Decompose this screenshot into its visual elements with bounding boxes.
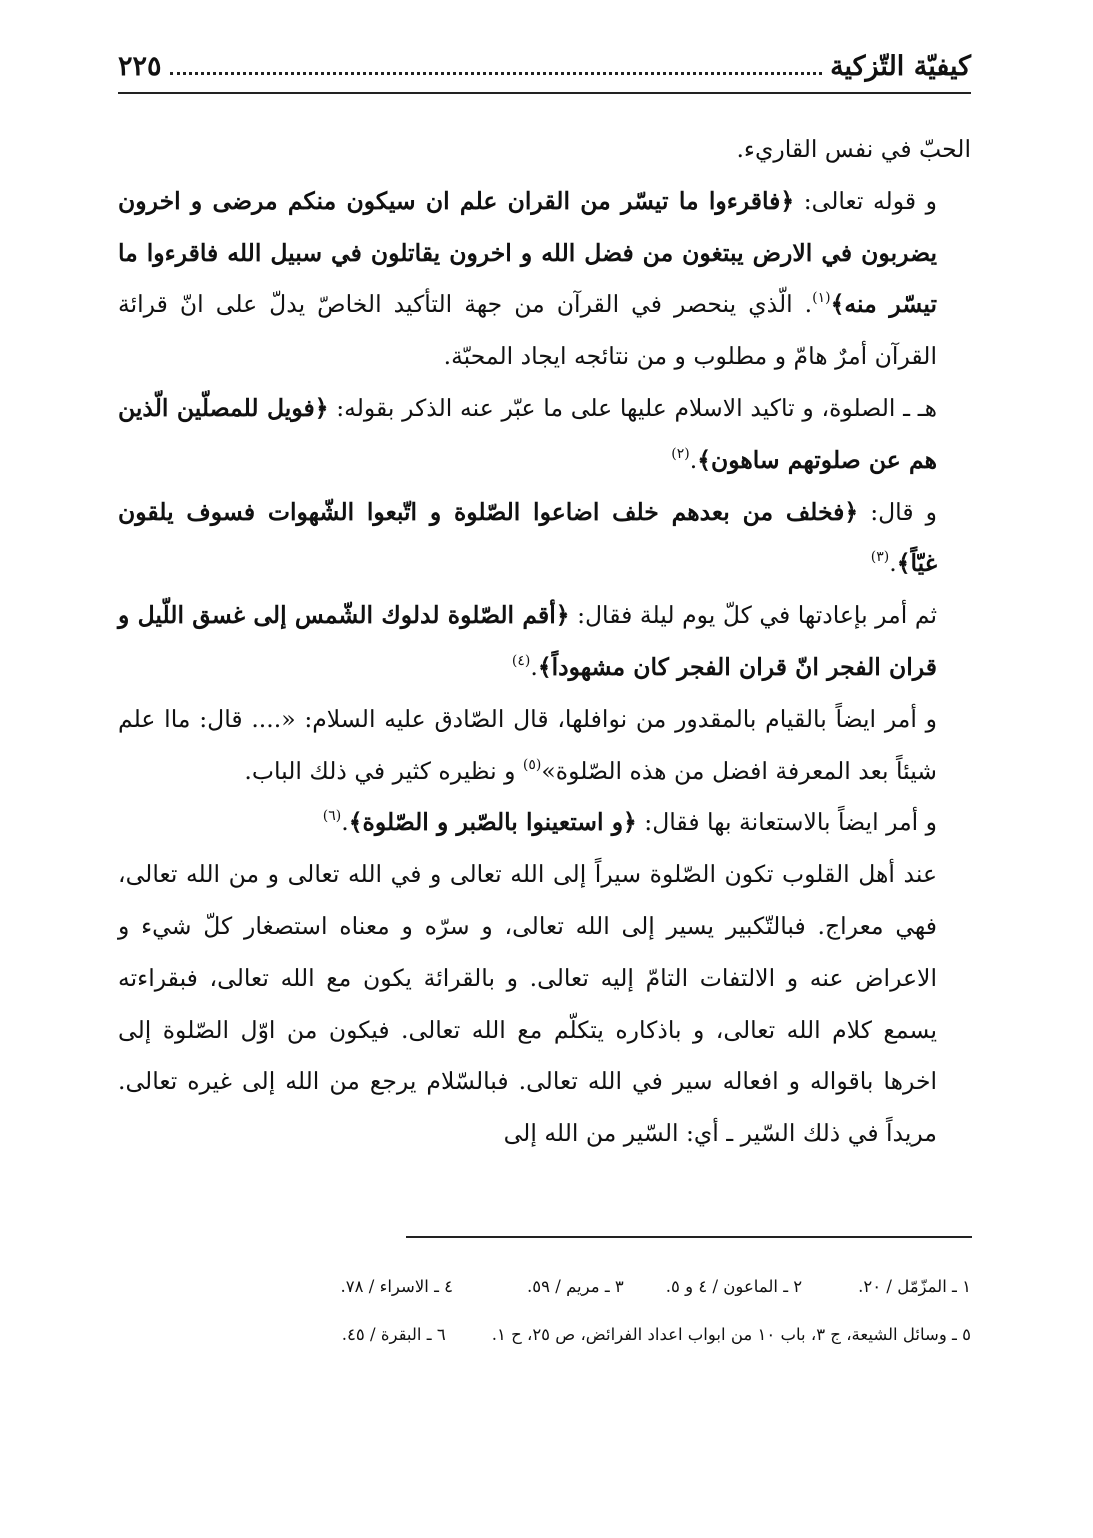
footnotes [118, 1262, 971, 1358]
paragraph-8: عند أهل القلوب تكون الصّلوة سيراً إلى الله تعالى و في الله تعالى و من الله تعالى، فهي معراج. فبالتّكبير يسير إلى الله تعالى، و سرّه و معناه استصغار كلّ شيء و الاعراض عنه و الالتفات التامّ إليه تعالى. و بالقرائة يكون مع الله تعالى، فبقراءته يسمع كلام الله تعالى، و باذكاره يتكلّم مع الله تعالى. فيكون من اوّل الصّلوة إلى اخرها باقواله و افعاله سير في الله تعالى. فبالسّلام يرجع من الله إلى غيره تعالى. مريداً في ذلك السّير ـ أي: السّير من الله إلى [118, 860, 937, 1148]
quran-quote: ﴿أقم الصّلوة لدلوك الشّمس إلى غسق اللّيل و قران الفجر انّ قران الفجر كان مشهوداً﴾ [118, 601, 937, 681]
footnote-1: ١ ـ المزّمّل / ٢٠. [858, 1276, 971, 1296]
footnote-4: ٤ ـ الاسراء / ٧٨. [340, 1276, 454, 1296]
paragraph-2: و قوله تعالى: ﴿فاقرءوا ما تيسّر من القران علم ان سيكون منكم مرضى و اخرون يضربون في الارض يبتغون من فضل الله و اخرون يقاتلون في سبيل الله فاقرءوا ما تيسّر منه﴾$^{(١)}$. الّذي ينحصر في القرآن من جهة التأكيد الخاصّ يدلّ على انّ قرائة القرآن أمرٌ هامّ و مطلوب و من نتائجه ايجاد المحبّة. [118, 186, 937, 371]
footnote-rule [406, 1236, 972, 1238]
main-text [118, 124, 971, 1160]
footnote-ref-6[interactable]: (٦) [322, 808, 342, 825]
quran-quote: ﴿فخلف من بعدهم خلف اضاعوا الصّلوة و اتّبعوا الشّهوات فسوف يلقون غيّاً﴾ [118, 497, 937, 578]
quran-quote: ﴿فاقرءوا ما تيسّر من القران علم ان سيكون منكم مرضى و اخرون يضربون في الارض يبتغون من فضل الله و اخرون يقاتلون في سبيل الله فاقرءوا ما تيسّر منه﴾ [118, 186, 937, 319]
footnote-ref-4[interactable]: (٤) [511, 652, 531, 669]
chapter-title: كيفيّة التّزكية [830, 50, 971, 82]
paragraph-7: و أمر ايضاً بالاستعانة بها فقال: ﴿و استعينوا بالصّبر و الصّلوة﴾.$^{(٦)}$ [322, 808, 937, 837]
header-rule [118, 92, 971, 94]
footnote-ref-3[interactable]: (٣) [870, 549, 890, 566]
footnote-3: ٣ ـ مريم / ٥٩. [527, 1276, 624, 1296]
paragraph-1: الحبّ في نفس القاريء. [736, 135, 971, 163]
footnote-row [118, 1262, 971, 1310]
footnote-2: ٢ ـ الماعون / ٤ و ٥. [665, 1276, 803, 1296]
footnote-5: ٥ ـ وسائل الشيعة، ج ٣، باب ١٠ من ابواب اعداد الفرائض، ص ٢٥، ح ١. [491, 1324, 971, 1344]
header-dot-leader [170, 72, 823, 75]
footnote-ref-2[interactable]: (٢) [671, 445, 690, 462]
footnote-6: ٦ ـ البقرة / ٤٥. [341, 1324, 446, 1344]
page-number: ٢٢٥ [118, 50, 162, 82]
paragraph-6: و أمر ايضاً بالقيام بالمقدور من نوافلها، قال الصّادق عليه السلام: «.... قال: ماا علم شيئاً بعد المعرفة افضل من هذه الصّلوة»$^{(٥)}$ و نظيره كثير في ذلك الباب. [118, 704, 937, 785]
quran-quote: ﴿و استعينوا بالصّبر و الصّلوة﴾ [348, 808, 637, 837]
paragraph-5: ثم أمر بإعادتها في كلّ يوم ليلة فقال: ﴿أقم الصّلوة لدلوك الشّمس إلى غسق اللّيل و قران الفجر انّ قران الفجر كان مشهوداً﴾.$^{(٤)}$ [118, 601, 938, 681]
footnote-ref-1[interactable]: (١) [812, 290, 831, 307]
footnote-row [118, 1310, 971, 1358]
running-header [118, 40, 971, 92]
paragraph-3: هـ ـ الصلوة، و تاكيد الاسلام عليها على ما عبّر عنه الذكر بقوله: ﴿فويل للمصلّين الّذين هم عن صلوتهم ساهون﴾.$^{(٢)}$ [118, 393, 937, 474]
quran-quote: ﴿فويل للمصلّين الّذين هم عن صلوتهم ساهون﴾ [118, 393, 937, 474]
footnote-ref-5[interactable]: (٥) [522, 756, 542, 773]
paragraph-4: و قال: ﴿فخلف من بعدهم خلف اضاعوا الصّلوة و اتّبعوا الشّهوات فسوف يلقون غيّاً﴾.$^{(٣)}$ [118, 497, 937, 578]
